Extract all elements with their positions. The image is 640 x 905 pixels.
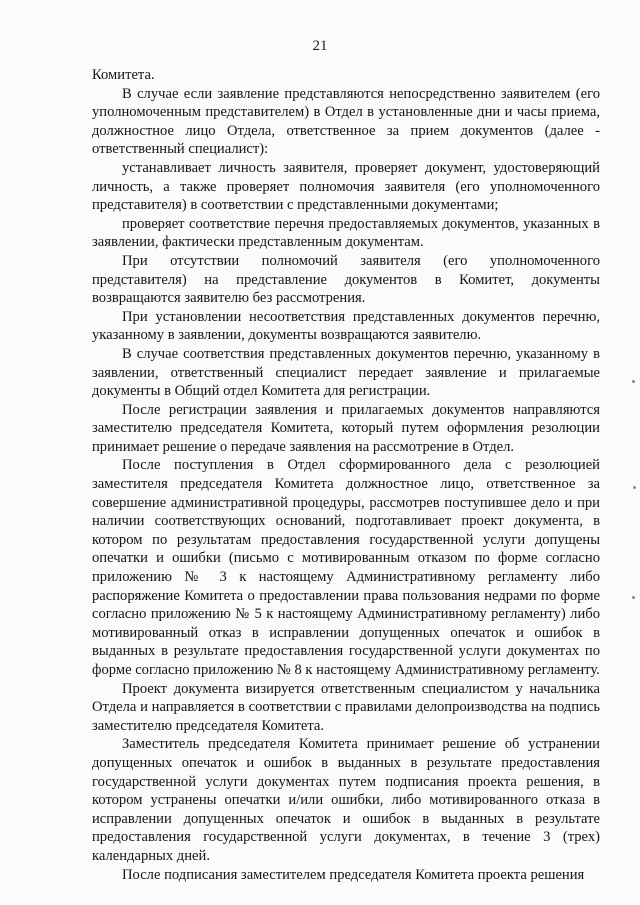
document-body <box>92 66 600 884</box>
paragraph: При установлении несоответствия представленных документов перечню, указанному в заявлении, документы возвращаются заявителю. <box>92 308 600 344</box>
paragraph: В случае соответствия представленных документов перечню, указанному в заявлении, ответственный специалист передает заявление и прилагаемые документы в Общий отдел Комитета для регистрации. <box>92 345 600 400</box>
paragraph: устанавливает личность заявителя, проверяет документ, удостоверяющий личность, а также проверяет полномочия заявителя (его уполномоченного представителя) в соответствии с представленными документами; <box>92 159 600 214</box>
scan-artifact-dot <box>632 380 635 383</box>
paragraph: После поступления в Отдел сформированного дела с резолюцией заместителя председателя Комитета должностное лицо, ответственное за совершение административной процедуры, рассмотрев поступившее дело и при наличии соответствующих оснований, подготавливает проект документа, в котором по результатам предоставления государственной услуги допущены опечатки и ошибки (письмо с мотивированным отказом по форме согласно приложению № 3 к настоящему Административному регламенту либо распоряжение Комитета о предоставлении права пользования недрами по форме согласно приложению № 5 к настоящему Административному регламенту) либо мотивированный отказ в исправлении допущенных опечаток и ошибок в выданных в результате предоставления государственной услуги документах по форме согласно приложению № 8 к настоящему Административному регламенту. <box>92 457 600 678</box>
paragraph: Комитета. <box>92 67 155 83</box>
paragraph: В случае если заявление представляются непосредственно заявителем (его уполномоченным представителем) в Отдел в установленные дни и часы приема, должностное лицо Отдела, ответственное за прием документов (далее - ответственный специалист): <box>92 85 600 158</box>
scan-artifact-dot <box>632 596 635 599</box>
paragraph: проверяет соответствие перечня предоставляемых документов, указанных в заявлении, фактически представленным документам. <box>92 215 600 251</box>
paragraph: При отсутствии полномочий заявителя (его уполномоченного представителя) на представление документов в Комитет, документы возвращаются заявителю без рассмотрения. <box>92 252 600 307</box>
scan-artifact-dot <box>633 486 636 489</box>
page-number: 21 <box>312 38 328 54</box>
paragraph: Заместитель председателя Комитета принимает решение об устранении допущенных опечаток и ошибок в выданных в результате предоставления государственной услуги документах путем подписания проекта решения, в котором устранены опечатки и/или ошибки, либо мотивированного отказа в исправлении допущенных опечаток и ошибок в выданных в результате предоставления государственной услуги документах, в течение 3 (трех) календарных дней. <box>92 736 600 864</box>
paragraph: После регистрации заявления и прилагаемых документов направляются заместителю председателя Комитета, который путем оформления резолюции принимает решение о передаче заявления на рассмотрение в Отдел. <box>92 401 600 455</box>
paragraph: После подписания заместителем председателя Комитета проекта решения <box>122 866 585 883</box>
paragraph: Проект документа визируется ответственным специалистом у начальника Отдела и направляется в соответствии с правилами делопроизводства на подпись заместителю председателя Комитета. <box>92 680 600 734</box>
